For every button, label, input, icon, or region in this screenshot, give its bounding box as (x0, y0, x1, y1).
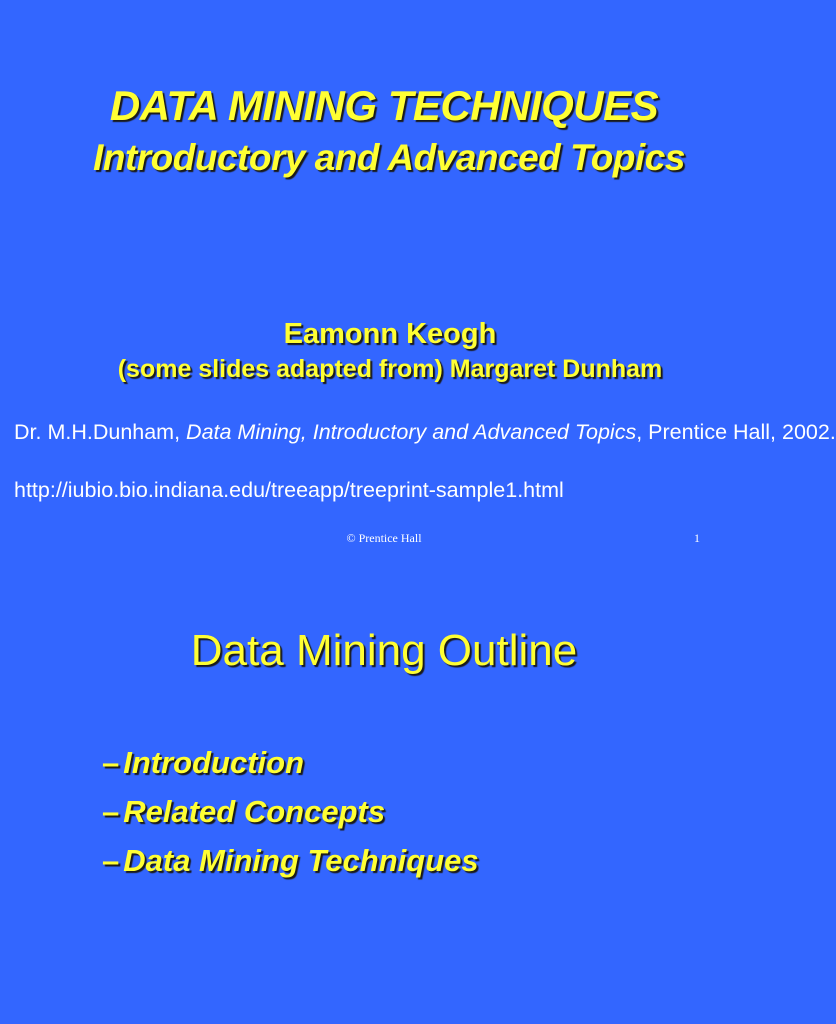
bullet-dash: – (102, 843, 120, 878)
outline-item-label: Introduction (123, 745, 305, 780)
slide-title: DATA MINING TECHNIQUES (109, 82, 659, 129)
citation-suffix: , Prentice Hall, 2002. (636, 420, 836, 444)
adapted-from-line: (some slides adapted from) Margaret Dunham (117, 355, 663, 383)
bullet-dash: – (102, 794, 120, 829)
outline-item (102, 738, 479, 787)
citation-prefix: Dr. M.H.Dunham, (14, 420, 187, 444)
outline-title: Data Mining Outline (190, 626, 578, 675)
reference-url[interactable]: http://iubio.bio.indiana.edu/treeapp/treeprint-sample1.html (14, 478, 564, 502)
outline-item (102, 787, 479, 836)
outline-item-label: Data Mining Techniques (123, 843, 479, 878)
citation-book-title: Data Mining, Introductory and Advanced Topics (186, 420, 637, 444)
slide-2 (0, 570, 768, 1024)
bullet-dash: – (102, 745, 120, 780)
footer-page-number: 1 (694, 531, 700, 545)
author-name: Eamonn Keogh (283, 318, 497, 350)
outline-item-label: Related Concepts (123, 794, 386, 829)
slide-subtitle: Introductory and Advanced Topics (93, 137, 685, 178)
book-citation (14, 420, 836, 444)
outline-item (102, 836, 479, 885)
footer-copyright: © Prentice Hall (346, 531, 422, 545)
outline-list (102, 738, 479, 885)
